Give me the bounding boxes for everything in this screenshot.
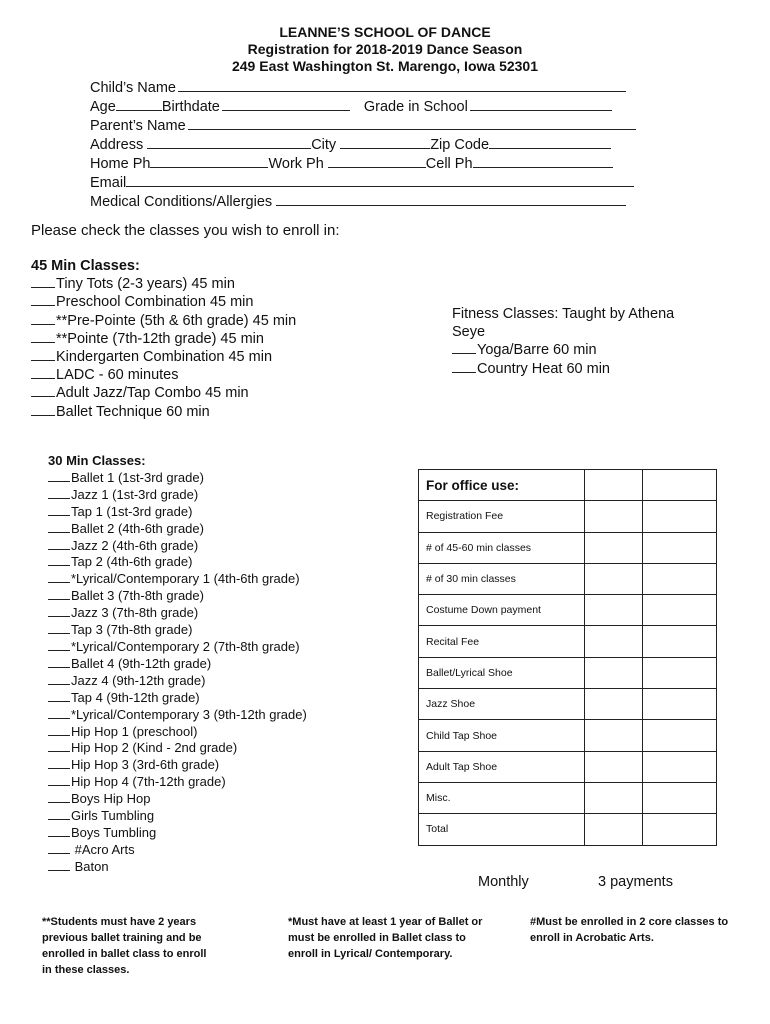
classes-45-title: 45 Min Classes: <box>31 258 140 274</box>
classes-45-section <box>31 257 296 421</box>
class-30-item-label: *Lyrical/Contemporary 2 (7th-8th grade) <box>71 638 300 654</box>
age-label: Age <box>90 99 116 115</box>
class-45-checkbox-line[interactable] <box>31 384 55 397</box>
zip-field[interactable] <box>489 135 611 149</box>
office-cell[interactable] <box>643 720 717 751</box>
registration-form <box>90 78 638 211</box>
class-30-item-label: Tap 2 (4th-6th grade) <box>71 554 193 570</box>
work-phone-label: Work Ph <box>268 156 324 172</box>
office-row <box>419 782 717 813</box>
class-30-item-label: Ballet 3 (7th-8th grade) <box>71 588 204 604</box>
grade-label: Grade in School <box>363 99 468 115</box>
home-phone-label: Home Ph <box>90 156 151 172</box>
class-45-item <box>31 384 296 402</box>
address-label: Address <box>90 137 144 153</box>
class-30-checkbox-line[interactable] <box>48 690 70 702</box>
office-cell[interactable] <box>643 814 717 845</box>
class-30-checkbox-line[interactable] <box>48 774 70 786</box>
class-45-item <box>31 348 296 366</box>
class-30-item <box>48 605 307 622</box>
fitness-item-label: Country Heat 60 min <box>477 360 610 377</box>
class-30-item <box>48 639 307 656</box>
office-row <box>419 626 717 657</box>
office-row <box>419 501 717 532</box>
class-45-item <box>31 293 296 311</box>
class-30-item <box>48 504 307 521</box>
work-phone-field[interactable] <box>328 154 426 168</box>
zip-label: Zip Code <box>430 137 490 153</box>
class-30-item <box>48 859 307 876</box>
class-45-item-label: Kindergarten Combination 45 min <box>56 349 273 366</box>
class-45-checkbox-line[interactable] <box>31 366 55 379</box>
class-30-item-label: Girls Tumbling <box>71 808 155 824</box>
office-row-label: Misc. <box>419 782 585 813</box>
class-30-checkbox-line[interactable] <box>48 842 70 854</box>
class-30-item <box>48 673 307 690</box>
class-30-checkbox-line[interactable] <box>48 588 70 600</box>
class-30-checkbox-line[interactable] <box>48 825 70 837</box>
fitness-checkbox-line[interactable] <box>452 341 476 354</box>
class-30-item <box>48 808 307 825</box>
class-30-item <box>48 740 307 757</box>
class-30-item <box>48 588 307 605</box>
school-name: LEANNE’S SCHOOL OF DANCE <box>279 24 491 40</box>
class-30-item-label: Baton <box>71 858 109 874</box>
payment-three: 3 payments <box>598 874 673 890</box>
office-cell[interactable] <box>585 751 643 782</box>
class-30-item-label: Tap 4 (9th-12th grade) <box>71 689 200 705</box>
class-30-item-label: Ballet 1 (1st-3rd grade) <box>71 469 204 485</box>
class-45-checkbox-line[interactable] <box>31 330 55 343</box>
class-30-item <box>48 690 307 707</box>
fitness-item <box>452 341 702 359</box>
class-45-item <box>31 312 296 330</box>
cell-phone-field[interactable] <box>473 154 613 168</box>
class-45-checkbox-line[interactable] <box>31 348 55 361</box>
class-30-item-label: Jazz 1 (1st-3rd grade) <box>71 486 199 502</box>
class-30-item <box>48 470 307 487</box>
home-phone-field[interactable] <box>150 154 268 168</box>
class-30-item-label: Jazz 3 (7th-8th grade) <box>71 605 199 621</box>
class-45-checkbox-line[interactable] <box>31 312 55 325</box>
office-row <box>419 720 717 751</box>
office-row <box>419 563 717 594</box>
office-cell[interactable] <box>643 751 717 782</box>
class-30-item-label: Hip Hop 3 (3rd-6th grade) <box>71 757 220 773</box>
class-30-item-label: #Acro Arts <box>71 841 135 857</box>
class-30-item-label: Boys Hip Hop <box>71 791 151 807</box>
class-30-item <box>48 622 307 639</box>
office-cell[interactable] <box>643 563 717 594</box>
office-row-label: # of 45-60 min classes <box>419 532 585 563</box>
class-45-item-label: Preschool Combination 45 min <box>56 294 254 311</box>
office-cell[interactable] <box>643 595 717 626</box>
email-label: Email <box>90 175 127 191</box>
office-cell[interactable] <box>585 657 643 688</box>
class-30-checkbox-line[interactable] <box>48 673 70 685</box>
class-30-checkbox-line[interactable] <box>48 707 70 719</box>
office-row-label: Jazz Shoe <box>419 689 585 720</box>
class-45-checkbox-line[interactable] <box>31 403 55 416</box>
class-30-checkbox-line[interactable] <box>48 605 70 617</box>
office-row-label: Registration Fee <box>419 501 585 532</box>
school-address: 249 East Washington St. Marengo, Iowa 52301 <box>231 58 538 74</box>
office-row-label: # of 30 min classes <box>419 563 585 594</box>
cell-phone-label: Cell Ph <box>425 156 473 172</box>
fitness-section <box>452 305 702 378</box>
class-45-item-label: LADC - 60 minutes <box>56 367 179 384</box>
class-45-checkbox-line[interactable] <box>31 275 55 288</box>
class-30-item-label: Jazz 4 (9th-12th grade) <box>71 672 206 688</box>
office-cell[interactable] <box>643 626 717 657</box>
class-30-item <box>48 774 307 791</box>
class-45-item-label: **Pre-Pointe (5th & 6th grade) 45 min <box>56 312 297 329</box>
office-row <box>419 595 717 626</box>
office-cell[interactable] <box>585 814 643 845</box>
class-30-checkbox-line[interactable] <box>48 521 70 533</box>
office-cell[interactable] <box>585 532 643 563</box>
office-row-label: Costume Down payment <box>419 595 585 626</box>
class-30-checkbox-line[interactable] <box>48 639 70 651</box>
page-header <box>0 24 770 75</box>
class-30-checkbox-line[interactable] <box>48 808 70 820</box>
class-30-checkbox-line[interactable] <box>48 724 70 736</box>
class-45-item-label: Tiny Tots (2-3 years) 45 min <box>56 276 235 293</box>
office-row <box>419 689 717 720</box>
office-cell[interactable] <box>585 563 643 594</box>
class-30-item <box>48 521 307 538</box>
class-30-item-label: Hip Hop 4 (7th-12th grade) <box>71 774 226 790</box>
office-cell[interactable] <box>643 782 717 813</box>
class-30-checkbox-line[interactable] <box>48 757 70 769</box>
office-cell[interactable] <box>585 782 643 813</box>
grade-field[interactable] <box>470 97 612 111</box>
class-30-checkbox-line[interactable] <box>48 740 70 752</box>
class-45-item-label: Adult Jazz/Tap Combo 45 min <box>56 385 249 402</box>
class-30-item <box>48 554 307 571</box>
office-header: For office use: <box>419 470 585 501</box>
payment-monthly: Monthly <box>478 874 529 890</box>
class-30-item-label: Jazz 2 (4th-6th grade) <box>71 537 199 553</box>
city-label: City <box>311 137 337 153</box>
class-30-item-label: *Lyrical/Contemporary 1 (4th-6th grade) <box>71 571 300 587</box>
office-cell[interactable] <box>643 657 717 688</box>
class-30-checkbox-line[interactable] <box>48 622 70 634</box>
office-cell <box>585 470 643 501</box>
class-30-checkbox-line[interactable] <box>48 554 70 566</box>
office-row-label: Child Tap Shoe <box>419 720 585 751</box>
class-45-checkbox-line[interactable] <box>31 293 55 306</box>
office-header-row <box>419 470 717 501</box>
class-30-item <box>48 724 307 741</box>
birthdate-label: Birthdate <box>161 99 220 115</box>
class-30-item-label: Tap 1 (1st-3rd grade) <box>71 503 193 519</box>
classes-30-section <box>48 453 307 876</box>
office-row-label: Adult Tap Shoe <box>419 751 585 782</box>
address-field[interactable] <box>147 135 311 149</box>
class-30-checkbox-line[interactable] <box>48 859 70 871</box>
class-30-checkbox-line[interactable] <box>48 571 70 583</box>
class-30-checkbox-line[interactable] <box>48 656 70 668</box>
class-30-checkbox-line[interactable] <box>48 791 70 803</box>
parent-name-field[interactable] <box>188 116 636 130</box>
office-cell[interactable] <box>585 501 643 532</box>
class-30-item-label: Tap 3 (7th-8th grade) <box>71 622 193 638</box>
child-name-label: Child’s Name <box>90 80 176 96</box>
class-30-item <box>48 757 307 774</box>
class-30-item <box>48 487 307 504</box>
class-30-checkbox-line[interactable] <box>48 470 70 482</box>
class-30-item-label: Ballet 4 (9th-12th grade) <box>71 655 212 671</box>
office-row-label: Total <box>419 814 585 845</box>
class-30-item-label: Boys Tumbling <box>71 824 157 840</box>
class-30-checkbox-line[interactable] <box>48 504 70 516</box>
office-cell[interactable] <box>643 501 717 532</box>
office-row-label: Ballet/Lyrical Shoe <box>419 657 585 688</box>
class-30-item <box>48 538 307 555</box>
birthdate-field[interactable] <box>222 97 350 111</box>
office-use-table <box>418 469 717 846</box>
class-30-item <box>48 707 307 724</box>
class-30-checkbox-line[interactable] <box>48 487 70 499</box>
class-45-item <box>31 330 296 348</box>
class-45-item-label: Ballet Technique 60 min <box>56 403 210 420</box>
class-30-item <box>48 571 307 588</box>
office-row <box>419 751 717 782</box>
office-cell[interactable] <box>585 689 643 720</box>
class-30-item <box>48 791 307 808</box>
office-cell[interactable] <box>585 595 643 626</box>
email-field[interactable] <box>126 173 634 187</box>
office-row-label: Recital Fee <box>419 626 585 657</box>
fitness-item <box>452 360 702 378</box>
office-row <box>419 814 717 845</box>
class-30-item-label: *Lyrical/Contemporary 3 (9th-12th grade) <box>71 706 307 722</box>
class-30-item-label: Hip Hop 1 (preschool) <box>71 723 198 739</box>
note-acro: #Must be enrolled in 2 core classes to enroll in Acrobatic Arts. <box>530 916 729 944</box>
age-field[interactable] <box>116 97 162 111</box>
fitness-title: Fitness Classes: Taught by Athena Seye <box>452 306 675 341</box>
medical-field[interactable] <box>276 192 626 206</box>
note-lyrical: *Must have at least 1 year of Ballet or must be enrolled in Ballet class to enroll in Lyrical/ Contemporary. <box>288 916 483 960</box>
class-30-item-label: Ballet 2 (4th-6th grade) <box>71 520 204 536</box>
class-30-item-label: Hip Hop 2 (Kind - 2nd grade) <box>71 740 238 756</box>
medical-label: Medical Conditions/Allergies <box>90 194 273 210</box>
child-name-field[interactable] <box>178 78 626 92</box>
office-cell[interactable] <box>643 689 717 720</box>
classes-30-title: 30 Min Classes: <box>48 453 146 468</box>
class-45-item <box>31 403 296 421</box>
note-pointe: **Students must have 2 years previous ballet training and be enrolled in ballet class to enroll in these classes. <box>42 916 207 976</box>
class-45-item <box>31 366 296 384</box>
office-cell[interactable] <box>585 720 643 751</box>
office-cell[interactable] <box>585 626 643 657</box>
office-cell[interactable] <box>643 532 717 563</box>
office-row <box>419 657 717 688</box>
parent-name-label: Parent’s Name <box>90 118 186 134</box>
office-cell <box>643 470 717 501</box>
class-45-item <box>31 275 296 293</box>
class-30-item <box>48 656 307 673</box>
class-45-item-label: **Pointe (7th-12th grade) 45 min <box>56 330 264 347</box>
city-field[interactable] <box>340 135 430 149</box>
fitness-item-label: Yoga/Barre 60 min <box>477 342 597 359</box>
registration-subtitle: Registration for 2018-2019 Dance Season <box>247 41 523 57</box>
class-30-item <box>48 842 307 859</box>
class-30-item <box>48 825 307 842</box>
fitness-checkbox-line[interactable] <box>452 360 476 373</box>
office-row <box>419 532 717 563</box>
enroll-instructions: Please check the classes you wish to enroll in: <box>31 222 340 239</box>
class-30-checkbox-line[interactable] <box>48 538 70 550</box>
